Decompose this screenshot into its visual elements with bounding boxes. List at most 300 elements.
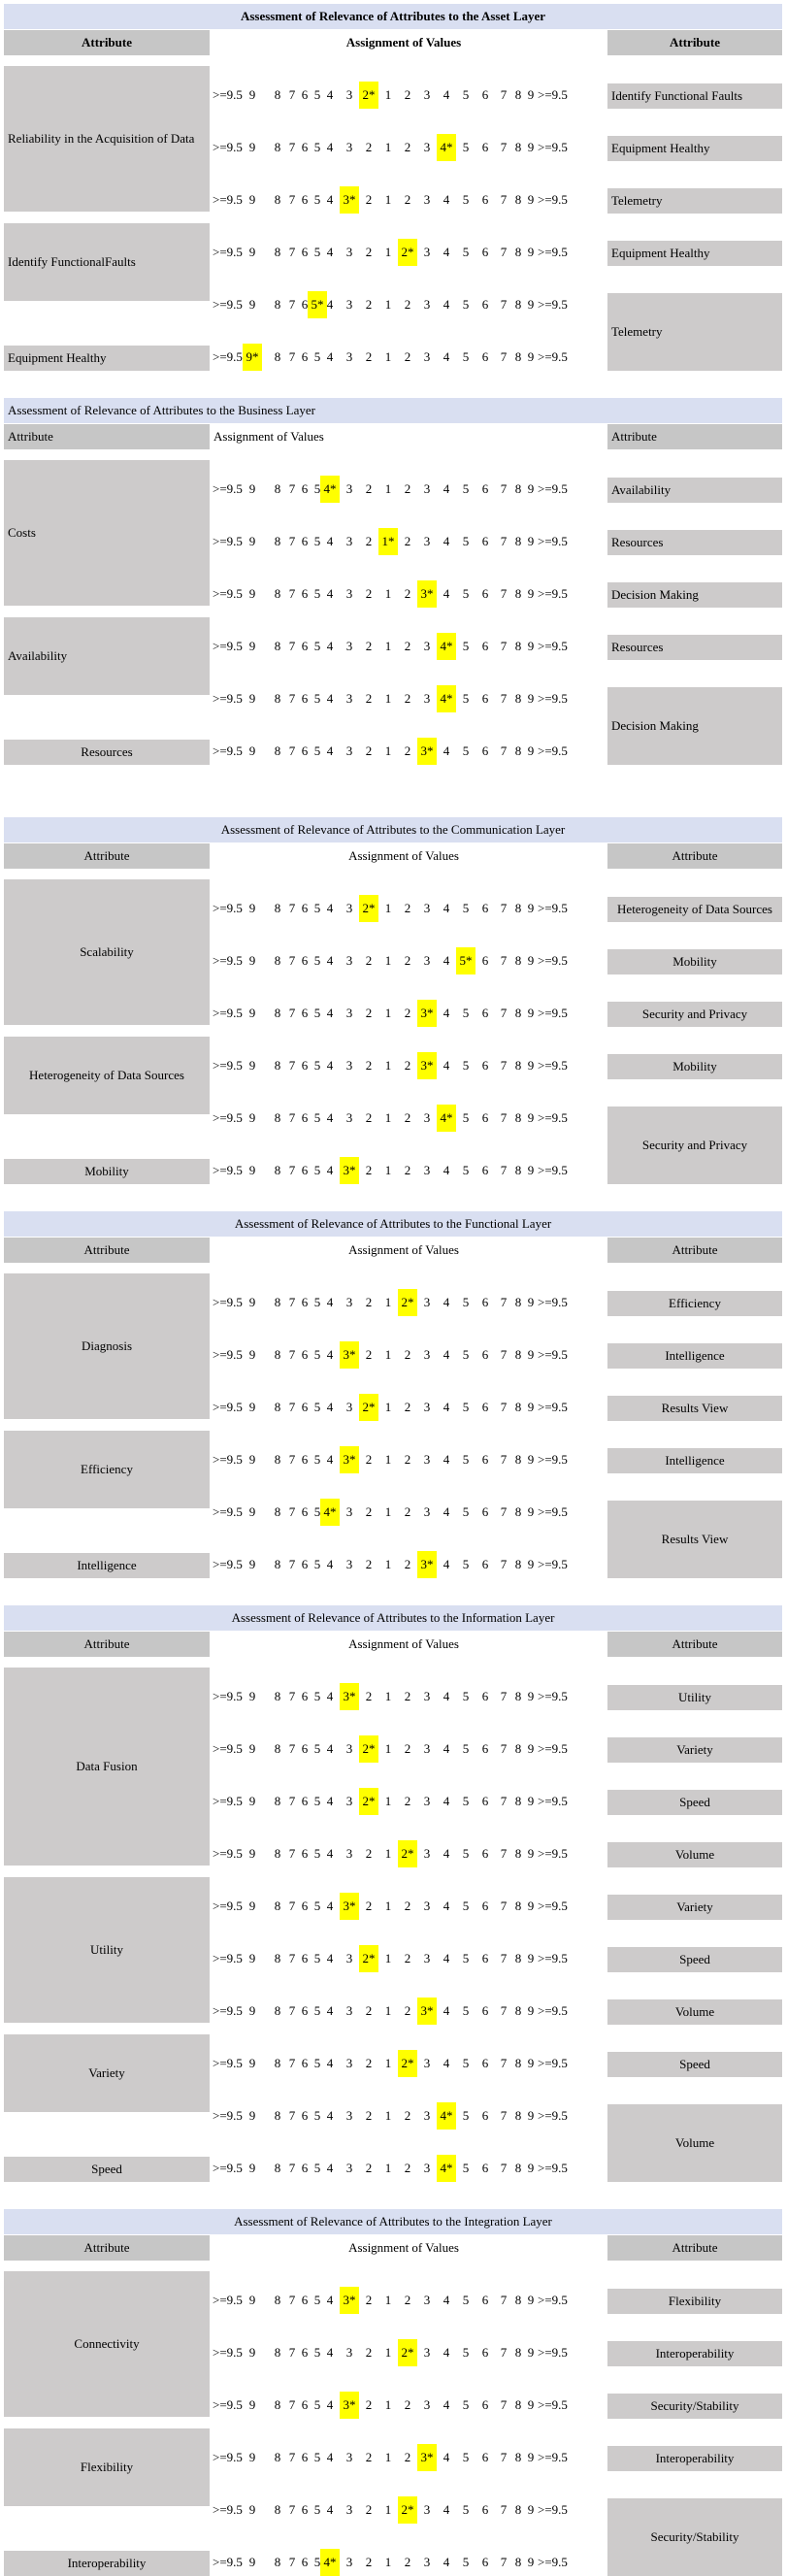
scale-value[interactable]: 1 [384, 2293, 392, 2307]
scale-value[interactable]: 3 [345, 691, 353, 706]
scale-value[interactable]: 1 [384, 953, 392, 968]
scale-value[interactable]: 3 [345, 2161, 353, 2175]
scale-value[interactable]: 9 [248, 2345, 256, 2360]
scale-value[interactable]: 6 [301, 2003, 309, 2018]
scale-value[interactable]: 7 [288, 481, 296, 496]
scale-value[interactable]: 2 [404, 534, 411, 548]
scale-value[interactable]: 6 [481, 2345, 489, 2360]
scale-value[interactable]: 4 [443, 1006, 450, 1020]
scale-value[interactable]: 8 [274, 1741, 281, 1756]
scale-value[interactable]: 6 [481, 1452, 489, 1467]
scale-value[interactable]: 7 [288, 2345, 296, 2360]
scale-value[interactable]: 6 [301, 2397, 309, 2412]
scale-value[interactable]: 4 [443, 1058, 450, 1073]
scale-value[interactable]: 4 [443, 1452, 450, 1467]
scale-value[interactable]: >=9.5 [538, 1110, 568, 1125]
scale-value[interactable]: >=9.5 [538, 245, 568, 259]
scale-value[interactable]: 8 [514, 2555, 522, 2569]
scale-value[interactable]: >=9.5 [213, 140, 243, 154]
scale-value[interactable]: 6 [301, 1452, 309, 1467]
scale-value[interactable]: 6 [481, 1741, 489, 1756]
scale-value[interactable]: 8 [514, 586, 522, 601]
scale-value[interactable]: >=9.5 [538, 1295, 568, 1309]
scale-value[interactable]: 3 [423, 2161, 431, 2175]
scale-value[interactable]: >=9.5 [213, 1846, 243, 1861]
scale-value[interactable]: 5 [462, 1295, 470, 1309]
scale-value[interactable]: 7 [500, 1400, 508, 1414]
scale-value[interactable]: 5 [462, 2293, 470, 2307]
scale-value[interactable]: >=9.5 [213, 1163, 243, 1177]
scale-value[interactable]: 5 [462, 1504, 470, 1519]
scale-value[interactable]: 9 [527, 2555, 535, 2569]
scale-value[interactable]: 9 [248, 2397, 256, 2412]
scale-value[interactable]: 8 [514, 1689, 522, 1703]
scale-value[interactable]: 7 [500, 2450, 508, 2464]
scale-value[interactable]: >=9.5 [213, 2108, 243, 2123]
scale-value[interactable]: 1 [384, 481, 392, 496]
scale-value[interactable]: 3 [345, 140, 353, 154]
scale-value[interactable]: 9 [248, 140, 256, 154]
scale-value[interactable]: 8 [514, 140, 522, 154]
scale-value[interactable]: 8 [274, 586, 281, 601]
scale-value[interactable]: 7 [500, 87, 508, 102]
scale-value[interactable]: >=9.5 [538, 1006, 568, 1020]
scale-value[interactable]: 6 [301, 2345, 309, 2360]
scale-value[interactable]: 3 [345, 743, 353, 758]
scale-value[interactable]: 3 [345, 901, 353, 915]
scale-value[interactable]: 3 [423, 1846, 431, 1861]
scale-value[interactable]: 8 [274, 481, 281, 496]
scale-value[interactable]: 6 [301, 140, 309, 154]
selected-value-marker[interactable]: 5* [308, 291, 327, 318]
scale-value[interactable]: 1 [384, 2345, 392, 2360]
scale-value[interactable]: 9 [527, 1347, 535, 1362]
scale-value[interactable]: 7 [288, 901, 296, 915]
scale-value[interactable]: 5 [462, 534, 470, 548]
scale-value[interactable]: 1 [384, 743, 392, 758]
scale-value[interactable]: 7 [288, 140, 296, 154]
scale-value[interactable]: >=9.5 [213, 349, 243, 364]
scale-value[interactable]: >=9.5 [213, 1899, 243, 1913]
selected-value-marker[interactable]: 1* [378, 528, 398, 555]
scale-value[interactable]: 9 [527, 1689, 535, 1703]
scale-value[interactable]: 8 [514, 1295, 522, 1309]
scale-value[interactable]: 8 [514, 743, 522, 758]
scale-value[interactable]: >=9.5 [538, 639, 568, 653]
scale-value[interactable]: 7 [500, 140, 508, 154]
scale-value[interactable]: 6 [301, 1846, 309, 1861]
scale-value[interactable]: 6 [481, 140, 489, 154]
scale-value[interactable]: 9 [527, 245, 535, 259]
scale-value[interactable]: 7 [500, 1504, 508, 1519]
scale-value[interactable]: 2 [365, 2397, 373, 2412]
scale-value[interactable]: 5 [462, 2003, 470, 2018]
scale-value[interactable]: 3 [345, 87, 353, 102]
scale-value[interactable]: 9 [248, 2555, 256, 2569]
scale-value[interactable]: 4 [326, 1163, 334, 1177]
selected-value-marker[interactable]: 3* [340, 1157, 359, 1184]
scale-value[interactable]: 3 [423, 2108, 431, 2123]
scale-value[interactable]: 3 [423, 87, 431, 102]
scale-value[interactable]: 3 [345, 2345, 353, 2360]
scale-value[interactable]: 9 [248, 2056, 256, 2070]
scale-value[interactable]: >=9.5 [538, 192, 568, 207]
scale-value[interactable]: 9 [527, 1951, 535, 1965]
scale-value[interactable]: 2 [365, 2555, 373, 2569]
scale-value[interactable]: 5 [313, 2450, 321, 2464]
scale-value[interactable]: 3 [423, 192, 431, 207]
scale-value[interactable]: 6 [301, 1794, 309, 1808]
scale-value[interactable]: 8 [274, 743, 281, 758]
scale-value[interactable]: 4 [443, 1400, 450, 1414]
scale-value[interactable]: 9 [527, 1846, 535, 1861]
scale-value[interactable]: 3 [423, 1400, 431, 1414]
scale-value[interactable]: 6 [301, 1347, 309, 1362]
scale-value[interactable]: 5 [313, 1452, 321, 1467]
scale-value[interactable]: 7 [288, 1006, 296, 1020]
scale-value[interactable]: 3 [423, 691, 431, 706]
scale-value[interactable]: >=9.5 [538, 534, 568, 548]
scale-value[interactable]: 2 [365, 481, 373, 496]
scale-value[interactable]: 9 [248, 901, 256, 915]
scale-value[interactable]: 7 [288, 1400, 296, 1414]
scale-value[interactable]: 8 [274, 1110, 281, 1125]
scale-value[interactable]: >=9.5 [213, 953, 243, 968]
scale-value[interactable]: >=9.5 [213, 297, 243, 312]
selected-value-marker[interactable]: 2* [359, 1945, 378, 1972]
selected-value-marker[interactable]: 4* [437, 2155, 456, 2182]
scale-value[interactable]: 2 [404, 2450, 411, 2464]
scale-value[interactable]: 4 [443, 1741, 450, 1756]
scale-value[interactable]: 1 [384, 901, 392, 915]
scale-value[interactable]: 5 [462, 586, 470, 601]
scale-value[interactable]: >=9.5 [213, 1400, 243, 1414]
scale-value[interactable]: 9 [248, 691, 256, 706]
scale-value[interactable]: 7 [288, 639, 296, 653]
scale-value[interactable]: 5 [462, 901, 470, 915]
scale-value[interactable]: 8 [274, 901, 281, 915]
scale-value[interactable]: 9 [527, 297, 535, 312]
scale-value[interactable]: 4 [443, 1504, 450, 1519]
scale-value[interactable]: 1 [384, 2397, 392, 2412]
scale-value[interactable]: 5 [462, 1951, 470, 1965]
scale-value[interactable]: 2 [365, 2056, 373, 2070]
scale-value[interactable]: 5 [462, 2555, 470, 2569]
scale-value[interactable]: 3 [345, 2108, 353, 2123]
scale-value[interactable]: 5 [313, 2108, 321, 2123]
scale-value[interactable]: 8 [514, 2345, 522, 2360]
scale-value[interactable]: 4 [326, 1452, 334, 1467]
scale-value[interactable]: >=9.5 [213, 2502, 243, 2517]
scale-value[interactable]: 9 [527, 481, 535, 496]
scale-value[interactable]: 3 [423, 481, 431, 496]
scale-value[interactable]: >=9.5 [538, 2108, 568, 2123]
scale-value[interactable]: 7 [288, 192, 296, 207]
scale-value[interactable]: 9 [248, 2502, 256, 2517]
scale-value[interactable]: 2 [365, 1347, 373, 1362]
scale-value[interactable]: 7 [500, 481, 508, 496]
scale-value[interactable]: 6 [481, 2293, 489, 2307]
scale-value[interactable]: 6 [481, 534, 489, 548]
scale-value[interactable]: 8 [274, 297, 281, 312]
scale-value[interactable]: 9 [527, 1741, 535, 1756]
scale-value[interactable]: 8 [514, 901, 522, 915]
scale-value[interactable]: 2 [404, 586, 411, 601]
selected-value-marker[interactable]: 3* [340, 1341, 359, 1369]
scale-value[interactable]: 6 [481, 1846, 489, 1861]
scale-value[interactable]: 4 [326, 2450, 334, 2464]
scale-value[interactable]: >=9.5 [538, 1689, 568, 1703]
scale-value[interactable]: 2 [404, 639, 411, 653]
scale-value[interactable]: 1 [384, 2502, 392, 2517]
scale-value[interactable]: 4 [443, 901, 450, 915]
scale-value[interactable]: 6 [481, 245, 489, 259]
scale-value[interactable]: 1 [384, 586, 392, 601]
scale-value[interactable]: 6 [481, 2056, 489, 2070]
scale-value[interactable]: 5 [313, 1504, 321, 1519]
scale-value[interactable]: 9 [527, 192, 535, 207]
scale-value[interactable]: >=9.5 [538, 1794, 568, 1808]
selected-value-marker[interactable]: 2* [359, 1788, 378, 1815]
scale-value[interactable]: 9 [248, 1347, 256, 1362]
scale-value[interactable]: 5 [462, 140, 470, 154]
selected-value-marker[interactable]: 3* [340, 2287, 359, 2314]
selected-value-marker[interactable]: 5* [456, 947, 475, 974]
scale-value[interactable]: 4 [326, 1006, 334, 1020]
scale-value[interactable]: 9 [248, 1899, 256, 1913]
scale-value[interactable]: 9 [527, 1504, 535, 1519]
scale-value[interactable]: 1 [384, 1951, 392, 1965]
scale-value[interactable]: 7 [288, 2502, 296, 2517]
scale-value[interactable]: 4 [326, 245, 334, 259]
scale-value[interactable]: 2 [365, 691, 373, 706]
scale-value[interactable]: >=9.5 [213, 1794, 243, 1808]
scale-value[interactable]: 4 [443, 1689, 450, 1703]
scale-value[interactable]: 2 [404, 1951, 411, 1965]
scale-value[interactable]: 7 [288, 1794, 296, 1808]
scale-value[interactable]: 8 [274, 1452, 281, 1467]
scale-value[interactable]: 5 [313, 481, 321, 496]
scale-value[interactable]: 5 [313, 1899, 321, 1913]
scale-value[interactable]: 6 [481, 691, 489, 706]
scale-value[interactable]: 6 [481, 1951, 489, 1965]
scale-value[interactable]: 6 [301, 901, 309, 915]
scale-value[interactable]: 1 [384, 691, 392, 706]
scale-value[interactable]: 5 [313, 1846, 321, 1861]
scale-value[interactable]: 4 [443, 245, 450, 259]
scale-value[interactable]: 5 [462, 1689, 470, 1703]
scale-value[interactable]: >=9.5 [213, 2003, 243, 2018]
scale-value[interactable]: 4 [443, 1347, 450, 1362]
scale-value[interactable]: 6 [301, 297, 309, 312]
scale-value[interactable]: 1 [384, 349, 392, 364]
scale-value[interactable]: 8 [274, 2450, 281, 2464]
scale-value[interactable]: 8 [514, 1794, 522, 1808]
scale-value[interactable]: 2 [404, 1400, 411, 1414]
scale-value[interactable]: 5 [313, 87, 321, 102]
scale-value[interactable]: 9 [527, 586, 535, 601]
scale-value[interactable]: 2 [365, 2345, 373, 2360]
scale-value[interactable]: 6 [481, 2502, 489, 2517]
scale-value[interactable]: 4 [326, 1347, 334, 1362]
scale-value[interactable]: 3 [423, 1452, 431, 1467]
scale-value[interactable]: 2 [404, 2108, 411, 2123]
scale-value[interactable]: 7 [500, 1557, 508, 1571]
scale-value[interactable]: 5 [313, 1794, 321, 1808]
scale-value[interactable]: 9 [527, 1058, 535, 1073]
scale-value[interactable]: 5 [313, 1557, 321, 1571]
scale-value[interactable]: 8 [514, 192, 522, 207]
scale-value[interactable]: 8 [514, 2056, 522, 2070]
scale-value[interactable]: 4 [326, 534, 334, 548]
selected-value-marker[interactable]: 3* [417, 1998, 437, 2025]
scale-value[interactable]: 9 [527, 2003, 535, 2018]
scale-value[interactable]: 4 [443, 1163, 450, 1177]
scale-value[interactable]: 7 [500, 2502, 508, 2517]
scale-value[interactable]: 9 [527, 1452, 535, 1467]
scale-value[interactable]: 2 [365, 1452, 373, 1467]
scale-value[interactable]: 4 [326, 1846, 334, 1861]
scale-value[interactable]: 7 [288, 1557, 296, 1571]
scale-value[interactable]: 6 [301, 87, 309, 102]
scale-value[interactable]: 2 [365, 2161, 373, 2175]
scale-value[interactable]: >=9.5 [213, 901, 243, 915]
scale-value[interactable]: >=9.5 [538, 2293, 568, 2307]
scale-value[interactable]: 4 [326, 1110, 334, 1125]
scale-value[interactable]: 9 [248, 1110, 256, 1125]
scale-value[interactable]: 4 [326, 1741, 334, 1756]
scale-value[interactable]: >=9.5 [538, 1557, 568, 1571]
scale-value[interactable]: 3 [423, 349, 431, 364]
scale-value[interactable]: >=9.5 [538, 2003, 568, 2018]
scale-value[interactable]: 2 [404, 743, 411, 758]
scale-value[interactable]: 6 [301, 349, 309, 364]
scale-value[interactable]: 6 [481, 2397, 489, 2412]
scale-value[interactable]: 9 [527, 534, 535, 548]
scale-value[interactable]: 2 [365, 1504, 373, 1519]
scale-value[interactable]: 3 [423, 297, 431, 312]
scale-value[interactable]: 6 [301, 2293, 309, 2307]
scale-value[interactable]: 7 [500, 1689, 508, 1703]
scale-value[interactable]: 5 [313, 245, 321, 259]
scale-value[interactable]: 6 [301, 1400, 309, 1414]
scale-value[interactable]: 6 [481, 2003, 489, 2018]
scale-value[interactable]: 2 [404, 349, 411, 364]
scale-value[interactable]: 7 [288, 1951, 296, 1965]
selected-value-marker[interactable]: 2* [359, 1394, 378, 1421]
scale-value[interactable]: 9 [248, 743, 256, 758]
scale-value[interactable]: 3 [345, 1557, 353, 1571]
scale-value[interactable]: >=9.5 [213, 1557, 243, 1571]
scale-value[interactable]: 9 [527, 87, 535, 102]
scale-value[interactable]: >=9.5 [538, 1951, 568, 1965]
scale-value[interactable]: 4 [443, 2502, 450, 2517]
scale-value[interactable]: 9 [527, 2502, 535, 2517]
scale-value[interactable]: 2 [365, 953, 373, 968]
scale-value[interactable]: 3 [345, 2056, 353, 2070]
scale-value[interactable]: 6 [301, 691, 309, 706]
selected-value-marker[interactable]: 3* [340, 2392, 359, 2419]
scale-value[interactable]: 6 [481, 586, 489, 601]
scale-value[interactable]: 4 [326, 691, 334, 706]
selected-value-marker[interactable]: 3* [340, 1446, 359, 1473]
scale-value[interactable]: 4 [443, 743, 450, 758]
scale-value[interactable]: 4 [443, 2345, 450, 2360]
scale-value[interactable]: 8 [514, 1741, 522, 1756]
scale-value[interactable]: 1 [384, 2003, 392, 2018]
scale-value[interactable]: 9 [527, 1794, 535, 1808]
scale-value[interactable]: 4 [443, 953, 450, 968]
scale-value[interactable]: 4 [443, 1557, 450, 1571]
scale-value[interactable]: 8 [514, 1400, 522, 1414]
scale-value[interactable]: 8 [274, 1689, 281, 1703]
scale-value[interactable]: 9 [527, 2293, 535, 2307]
scale-value[interactable]: 7 [500, 1347, 508, 1362]
selected-value-marker[interactable]: 4* [320, 2549, 340, 2576]
scale-value[interactable]: 5 [462, 1557, 470, 1571]
scale-value[interactable]: 4 [326, 2056, 334, 2070]
scale-value[interactable]: 6 [301, 2108, 309, 2123]
scale-value[interactable]: 2 [404, 2293, 411, 2307]
scale-value[interactable]: 7 [288, 2555, 296, 2569]
scale-value[interactable]: 1 [384, 1557, 392, 1571]
scale-value[interactable]: 4 [443, 586, 450, 601]
scale-value[interactable]: 2 [365, 639, 373, 653]
scale-value[interactable]: 2 [404, 1741, 411, 1756]
scale-value[interactable]: 9 [527, 743, 535, 758]
scale-value[interactable]: 4 [326, 743, 334, 758]
scale-value[interactable]: 5 [313, 2161, 321, 2175]
selected-value-marker[interactable]: 4* [437, 685, 456, 712]
scale-value[interactable]: 3 [423, 2056, 431, 2070]
scale-value[interactable]: 5 [313, 1295, 321, 1309]
scale-value[interactable]: 4 [443, 2293, 450, 2307]
scale-value[interactable]: 8 [274, 2161, 281, 2175]
scale-value[interactable]: 5 [313, 1400, 321, 1414]
scale-value[interactable]: 3 [345, 639, 353, 653]
selected-value-marker[interactable]: 3* [340, 186, 359, 214]
scale-value[interactable]: >=9.5 [538, 1400, 568, 1414]
scale-value[interactable]: 3 [423, 2345, 431, 2360]
selected-value-marker[interactable]: 3* [417, 1052, 437, 1079]
scale-value[interactable]: 6 [301, 1295, 309, 1309]
scale-value[interactable]: 2 [404, 1006, 411, 1020]
scale-value[interactable]: 1 [384, 245, 392, 259]
selected-value-marker[interactable]: 4* [320, 476, 340, 503]
scale-value[interactable]: 4 [443, 297, 450, 312]
scale-value[interactable]: 4 [326, 140, 334, 154]
scale-value[interactable]: 2 [365, 297, 373, 312]
scale-value[interactable]: 9 [527, 1006, 535, 1020]
scale-value[interactable]: 3 [423, 1951, 431, 1965]
scale-value[interactable]: 4 [326, 1794, 334, 1808]
scale-value[interactable]: 5 [462, 639, 470, 653]
scale-value[interactable]: 3 [345, 953, 353, 968]
selected-value-marker[interactable]: 3* [417, 580, 437, 608]
scale-value[interactable]: >=9.5 [213, 2056, 243, 2070]
scale-value[interactable]: 2 [365, 2003, 373, 2018]
scale-value[interactable]: >=9.5 [538, 1899, 568, 1913]
scale-value[interactable]: 4 [326, 87, 334, 102]
scale-value[interactable]: 2 [365, 2108, 373, 2123]
scale-value[interactable]: 7 [500, 953, 508, 968]
scale-value[interactable]: 4 [326, 1400, 334, 1414]
scale-value[interactable]: 8 [514, 1110, 522, 1125]
scale-value[interactable]: 3 [345, 1400, 353, 1414]
scale-value[interactable]: 9 [248, 953, 256, 968]
scale-value[interactable]: 4 [326, 2108, 334, 2123]
scale-value[interactable]: >=9.5 [213, 586, 243, 601]
